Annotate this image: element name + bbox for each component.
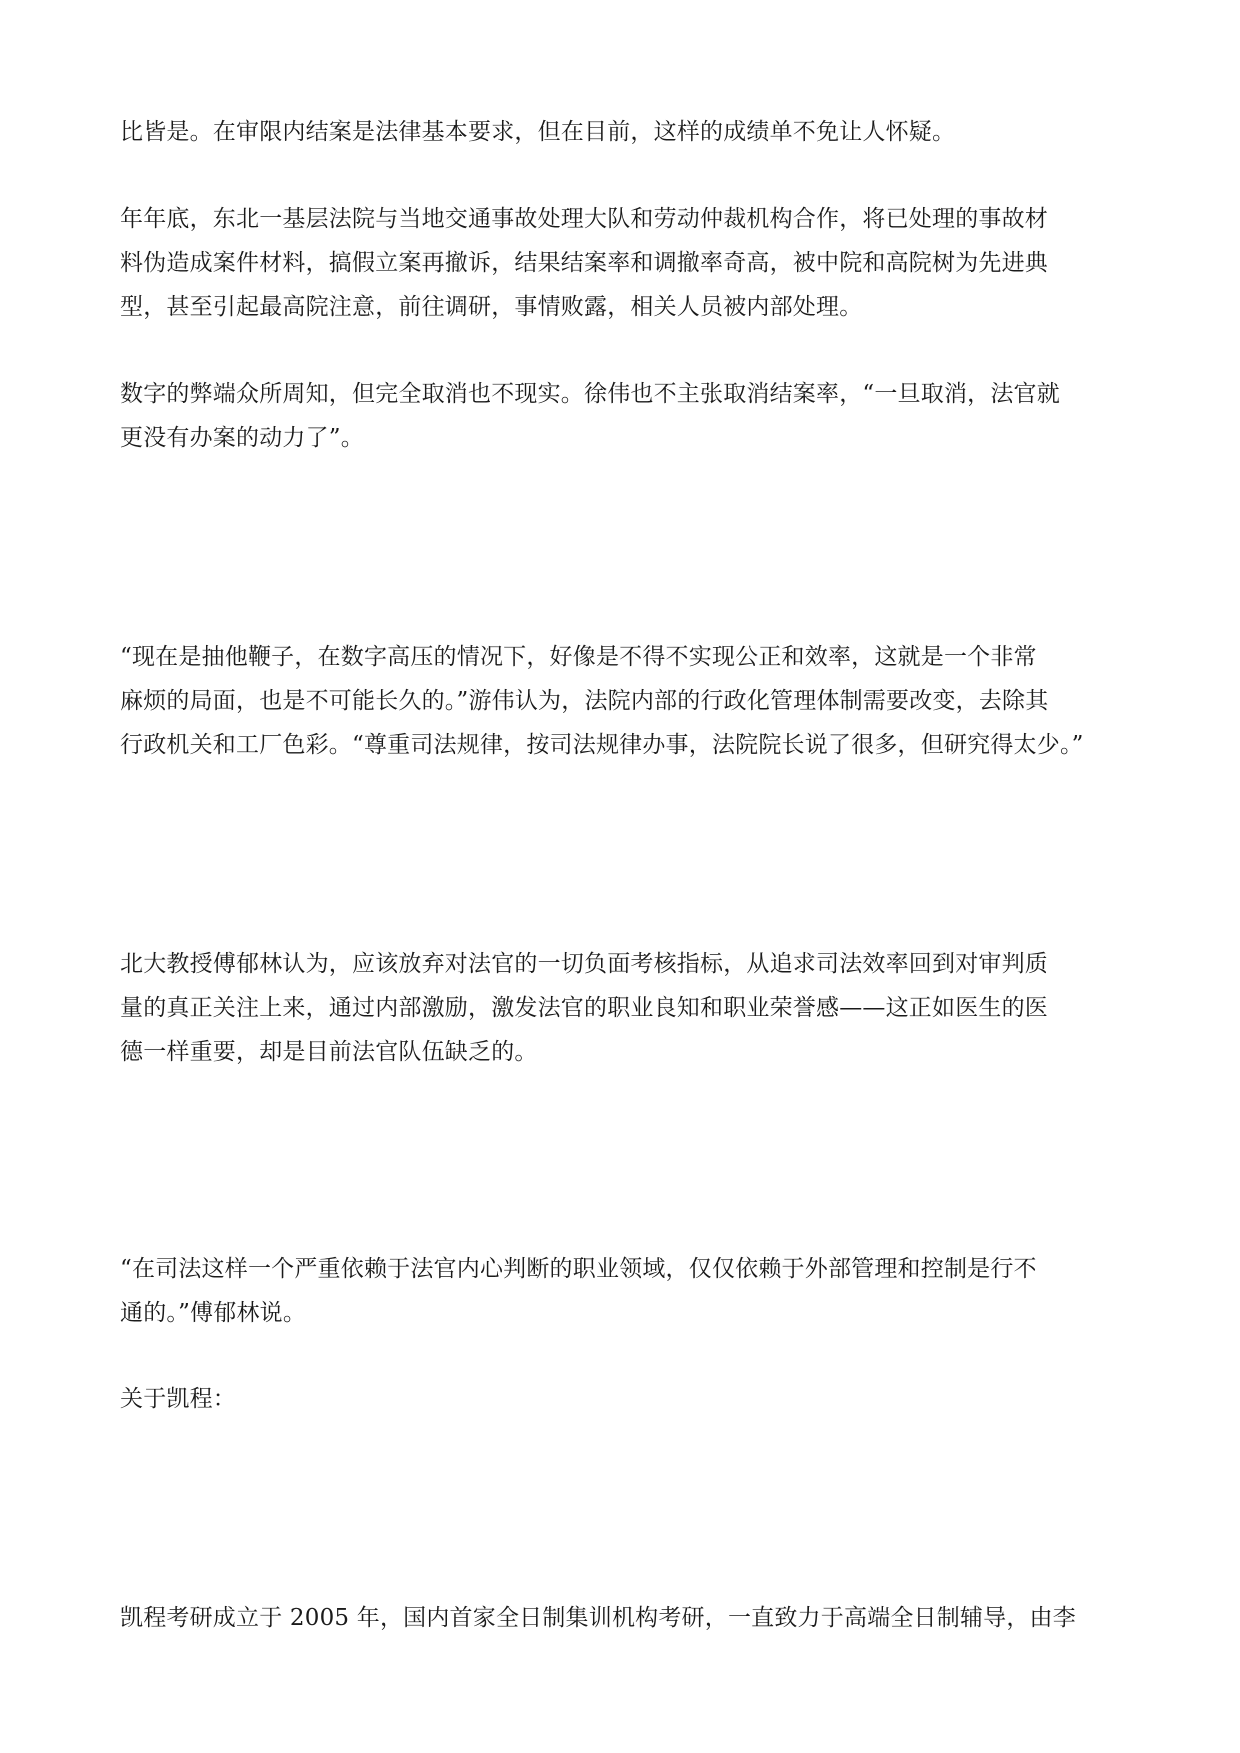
text-line: 行政机关和工厂色彩。“尊重司法规律，按司法规律办事，法院院长说了很多，但研究得太少。” [120,732,1084,758]
text-line: 关于凯程： [120,1386,236,1412]
text-line: 麻烦的局面，也是不可能长久的。”游伟认为，法院内部的行政化管理体制需要改变，去除其 [120,688,1049,714]
text-line: 料伪造成案件材料，搞假立案再撤诉，结果结案率和调撤率奇高，被中院和高院树为先进典 [120,250,1048,276]
text-line: 凯程考研成立于 2005 年，国内首家全日制集训机构考研，一直致力于高端全日制辅导，由李 [120,1605,1076,1631]
text-line: 数字的弊端众所周知，但完全取消也不现实。徐伟也不主张取消结案率，“一旦取消，法官就 [120,381,1060,407]
text-line: 比皆是。在审限内结案是法律基本要求，但在目前，这样的成绩单不免让人怀疑。 [120,119,956,145]
text-line: “在司法这样一个严重依赖于法官内心判断的职业领域，仅仅依赖于外部管理和控制是行不 [120,1256,1037,1282]
paragraph-5 [120,942,1120,1074]
paragraph-4 [120,635,1120,767]
paragraph-7 [120,1377,1120,1421]
text-line: 德一样重要，却是目前法官队伍缺乏的。 [120,1039,538,1065]
paragraph-6 [120,1247,1120,1335]
text-line: 通的。”傅郁林说。 [120,1300,307,1326]
paragraph-2 [120,197,1120,329]
text-line: 更没有办案的动力了”。 [120,425,364,451]
text-line: “现在是抽他鞭子，在数字高压的情况下，好像是不得不实现公正和效率，这就是一个非常 [120,644,1037,670]
paragraph-8 [120,1596,1120,1640]
text-line: 型，甚至引起最高院注意，前往调研，事情败露，相关人员被内部处理。 [120,294,863,320]
text-line: 年年底，东北一基层法院与当地交通事故处理大队和劳动仲裁机构合作，将已处理的事故材 [120,206,1048,232]
paragraph-1 [120,110,1120,154]
text-line: 量的真正关注上来，通过内部激励，激发法官的职业良知和职业荣誉感——这正如医生的医 [120,995,1048,1021]
text-line: 北大教授傅郁林认为，应该放弃对法官的一切负面考核指标，从追求司法效率回到对审判质 [120,951,1048,977]
paragraph-3 [120,372,1120,460]
